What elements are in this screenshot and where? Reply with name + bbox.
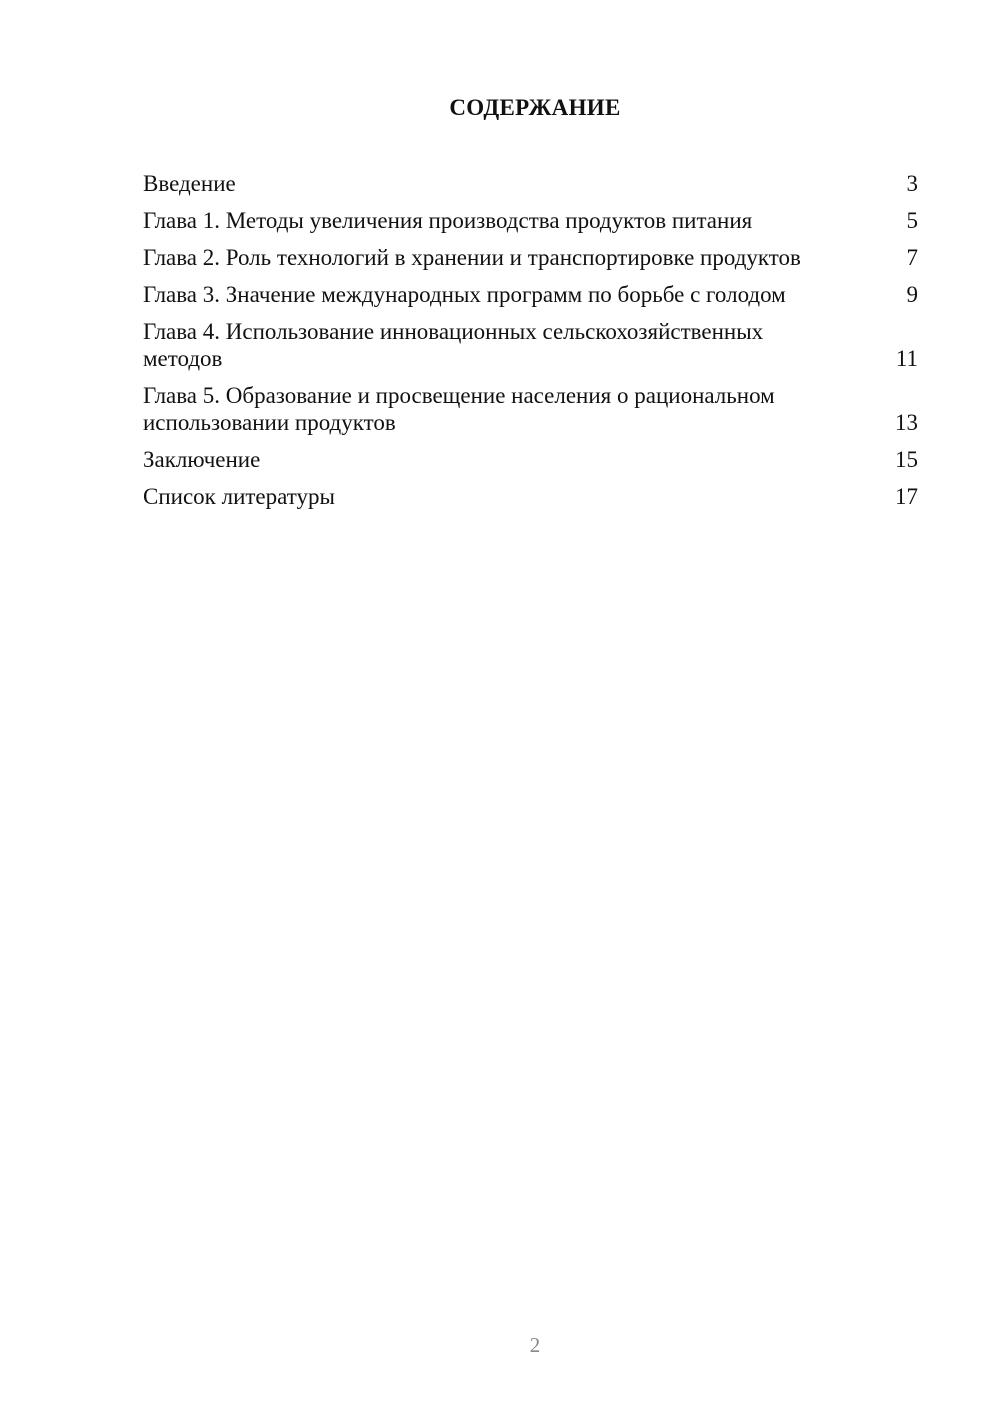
table-of-contents [143, 170, 918, 520]
page-number: 2 [529, 1333, 541, 1357]
toc-entry-text: Глава 3. Значение международных программ по борьбе с голодом [143, 282, 786, 307]
toc-entry-page: 7 [906, 245, 918, 270]
toc-entry-text: Введение [143, 171, 236, 196]
toc-entry-page: 11 [895, 346, 918, 371]
toc-entry-chapter-4 [143, 318, 918, 372]
toc-entry-chapter-2 [143, 244, 918, 271]
toc-entry-page: 17 [895, 484, 918, 509]
toc-entry-text: Заключение [143, 447, 261, 472]
toc-entry-chapter-5 [143, 382, 918, 436]
toc-entry-text: Глава 4. Использование инновационных сельскохозяйственных методов [143, 319, 764, 371]
toc-entry-text: Глава 2. Роль технологий в хранении и транспортировке продуктов [143, 245, 801, 270]
toc-entry-text: Глава 5. Образование и просвещение населения о рациональном использовании продуктов [143, 383, 775, 435]
page-title: СОДЕРЖАНИЕ [449, 95, 621, 120]
toc-entry-chapter-3 [143, 281, 918, 308]
toc-entry-page: 9 [906, 282, 918, 307]
toc-entry-conclusion [143, 446, 918, 473]
toc-entry-text: Список литературы [143, 484, 335, 509]
toc-entry-introduction [143, 170, 918, 197]
toc-entry-references [143, 483, 918, 510]
toc-entry-page: 5 [906, 208, 918, 233]
toc-entry-chapter-1 [143, 207, 918, 234]
toc-entry-text: Глава 1. Методы увеличения производства продуктов питания [143, 208, 753, 233]
toc-entry-page: 15 [895, 447, 918, 472]
toc-entry-page: 3 [906, 171, 918, 196]
toc-entry-page: 13 [895, 410, 918, 435]
